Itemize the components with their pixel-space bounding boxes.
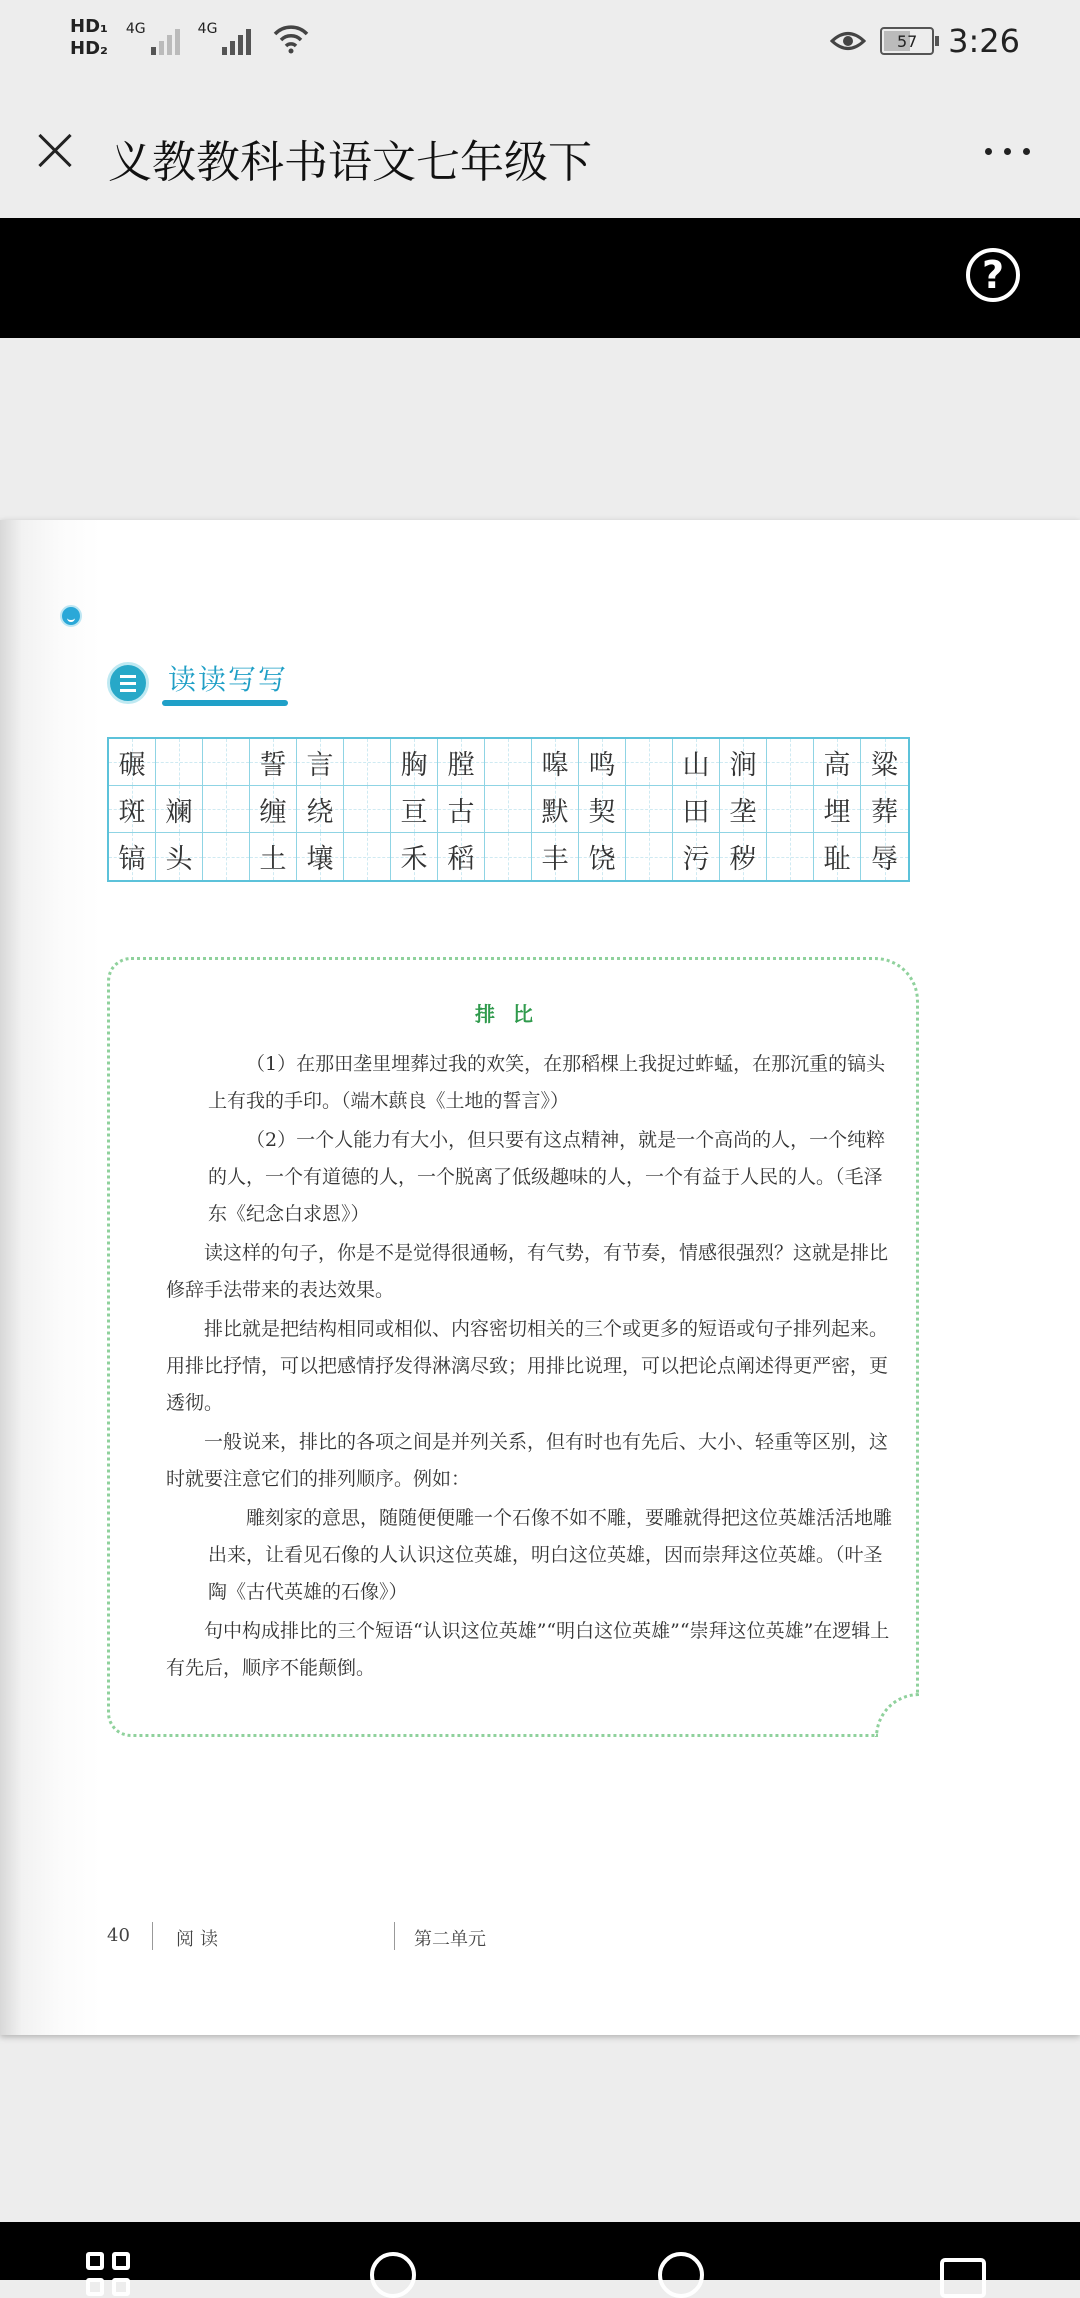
vocab-cell <box>814 786 861 833</box>
vocab-cell <box>626 786 673 833</box>
vocab-cell <box>344 833 391 880</box>
vocab-cell <box>297 739 344 786</box>
vocab-char: 丰 <box>541 844 569 875</box>
vocab-char: 涧 <box>729 749 757 781</box>
vocab-cell <box>156 786 203 833</box>
vocab-char: 秽 <box>729 844 757 875</box>
vocab-char: 镐 <box>118 844 146 875</box>
section-underline <box>162 700 288 706</box>
hd2-label: HD₂ <box>70 38 108 59</box>
battery-level: 57 <box>896 31 918 51</box>
vocab-grid <box>107 737 910 882</box>
footer-section: 阅读 <box>176 1929 224 1950</box>
vocab-char: 辱 <box>871 844 898 875</box>
vocab-cell <box>814 833 861 880</box>
vocab-cell <box>532 786 579 833</box>
vocab-cell <box>156 833 203 880</box>
eye-comfort-icon <box>830 28 866 54</box>
vocab-char: 壤 <box>306 844 334 875</box>
box-title: 排比 <box>475 1002 551 1026</box>
vocab-char: 斓 <box>165 796 193 828</box>
vocab-char: 山 <box>682 749 710 781</box>
vocab-char: 稻 <box>447 844 475 875</box>
book-page <box>0 520 1080 2035</box>
vocab-cell <box>626 833 673 880</box>
clock: 3:26 <box>948 22 1020 60</box>
box-paragraph: 读这样的句子，你是不是觉得很通畅，有气势，有节奏，情感很强烈？这就是排比修辞手法带来的表达效果。 <box>166 1242 889 1301</box>
vocab-cell <box>673 833 720 880</box>
download-icon[interactable] <box>658 2252 704 2298</box>
footer-divider <box>152 1922 153 1950</box>
vocab-char: 缠 <box>259 796 287 828</box>
help-icon[interactable]: ? <box>966 248 1020 302</box>
vocab-char: 契 <box>588 796 616 828</box>
vocab-cell <box>532 739 579 786</box>
close-icon[interactable] <box>30 126 80 176</box>
smiley-icon <box>60 605 82 627</box>
signal-1-icon <box>126 21 180 55</box>
vocab-char: 垄 <box>729 796 757 828</box>
vocab-cell <box>767 739 814 786</box>
vocab-char: 誓 <box>259 749 287 781</box>
vocab-char: 高 <box>823 749 851 781</box>
box-paragraph: （1）在那田垄里埋葬过我的欢笑，在那稻棵上我捉过蚱蜢，在那沉重的镐头上有我的手印。（端木蕻良《土地的誓言》） <box>208 1053 886 1112</box>
vocab-cell <box>203 833 250 880</box>
vocab-cell <box>485 833 532 880</box>
box-paragraph: 一般说来，排比的各项之间是并列关系，但有时也有先后、大小、轻重等区别，这时就要注意它们的排列顺序。例如： <box>166 1431 889 1490</box>
more-options-icon[interactable] <box>985 148 1030 155</box>
vocab-cell <box>438 833 485 880</box>
vocab-cell <box>861 786 908 833</box>
vocab-cell <box>814 739 861 786</box>
vocab-char: 言 <box>306 749 334 781</box>
hd-indicator <box>70 16 108 60</box>
battery-icon <box>880 27 934 55</box>
hd1-label: HD₁ <box>70 16 108 37</box>
vocab-cell <box>485 786 532 833</box>
vocab-char: 碾 <box>118 749 146 781</box>
vocab-char: 土 <box>259 844 287 875</box>
section-list-icon <box>107 662 149 704</box>
vocab-cell <box>579 739 626 786</box>
vocab-cell <box>391 786 438 833</box>
vocab-cell <box>767 786 814 833</box>
thumbnails-icon[interactable] <box>86 2252 132 2298</box>
vocab-cell <box>250 786 297 833</box>
vocab-cell <box>861 739 908 786</box>
vocab-char: 亘 <box>400 796 428 828</box>
vocab-cell <box>720 786 767 833</box>
vocab-char: 鸣 <box>588 749 616 781</box>
vocab-char: 埋 <box>823 796 851 828</box>
box-paragraph: （2）一个人能力有大小，但只要有这点精神，就是一个高尚的人，一个纯粹的人，一个有道德的人，一个脱离了低级趣味的人，一个有益于人民的人。（毛泽东《纪念白求恩》） <box>208 1129 886 1225</box>
vocab-cell <box>203 739 250 786</box>
vocab-char: 饶 <box>588 844 616 875</box>
vocab-cell <box>156 739 203 786</box>
vocab-char: 禾 <box>400 844 428 875</box>
vocab-char: 头 <box>165 844 193 875</box>
section-title: 读读写写 <box>168 663 289 696</box>
vocab-cell <box>297 786 344 833</box>
title-bar <box>0 90 1080 218</box>
rhetoric-box <box>107 957 919 1737</box>
footer-divider <box>394 1922 395 1950</box>
vocab-char: 胸 <box>400 749 428 781</box>
vocab-char: 粱 <box>871 749 898 781</box>
vocab-cell <box>720 833 767 880</box>
footer-unit: 第二单元 <box>414 1929 486 1950</box>
page-title: 义教教科书语文七年级下 <box>108 137 592 188</box>
vocab-cell <box>109 739 156 786</box>
vocab-cell <box>767 833 814 880</box>
vocab-char: 田 <box>682 796 710 828</box>
vocab-cell <box>203 786 250 833</box>
box-paragraph: 雕刻家的意思，随随便便雕一个石像不如不雕，要雕就得把这位英雄活活地雕出来，让看见石像的人认识这位英雄，明白这位英雄，因而崇拜这位英雄。（叶圣陶《古代英雄的石像》） <box>208 1507 893 1603</box>
vocab-char: 斑 <box>118 796 146 828</box>
status-left <box>70 16 311 60</box>
vocab-char: 古 <box>447 796 475 828</box>
vocab-cell <box>391 833 438 880</box>
vocab-char: 绕 <box>306 796 334 828</box>
vocab-char: 默 <box>541 796 569 828</box>
vocab-char: 葬 <box>871 796 898 828</box>
bottom-toolbar <box>0 2222 1080 2280</box>
vocab-cell <box>579 833 626 880</box>
vocab-cell <box>344 786 391 833</box>
vocab-cell <box>344 739 391 786</box>
status-right <box>830 22 1020 60</box>
play-icon[interactable] <box>370 2252 416 2298</box>
vocab-cell <box>532 833 579 880</box>
vocab-cell <box>438 786 485 833</box>
vocab-char: 污 <box>682 844 710 875</box>
vocab-cell <box>250 739 297 786</box>
vocab-char: 嗥 <box>541 749 569 781</box>
box-paragraph: 排比就是把结构相同或相似、内容密切相关的三个或更多的短语或句子排列起来。用排比抒情，可以把感情抒发得淋漓尽致；用排比说理，可以把论点阐述得更严密，更透彻。 <box>166 1318 889 1414</box>
vocab-cell <box>109 786 156 833</box>
vocab-cell <box>673 739 720 786</box>
vocab-cell <box>485 739 532 786</box>
vocab-cell <box>109 833 156 880</box>
vocab-cell <box>250 833 297 880</box>
viewer-toolbar <box>0 218 1080 338</box>
vocab-cell <box>720 739 767 786</box>
vocab-cell <box>297 833 344 880</box>
vocab-char: 膛 <box>447 749 475 781</box>
vocab-cell <box>673 786 720 833</box>
status-bar <box>0 0 1080 90</box>
box-paragraph: 句中构成排比的三个短语“认识这位英雄”“明白这位英雄”“崇拜这位英雄”在逻辑上有先后，顺序不能颠倒。 <box>166 1620 890 1679</box>
vocab-cell <box>861 833 908 880</box>
wifi-icon <box>271 22 311 54</box>
signal-2-icon <box>198 21 252 55</box>
vocab-cell <box>438 739 485 786</box>
signal-2-label: 4G <box>197 21 218 37</box>
vocab-cell <box>579 786 626 833</box>
vocab-cell <box>626 739 673 786</box>
signal-1-label: 4G <box>125 21 146 37</box>
page-number: 40 <box>107 1925 130 1946</box>
vocab-cell <box>391 739 438 786</box>
toolbox-icon[interactable] <box>940 2258 986 2298</box>
vocab-char: 耻 <box>823 844 851 875</box>
